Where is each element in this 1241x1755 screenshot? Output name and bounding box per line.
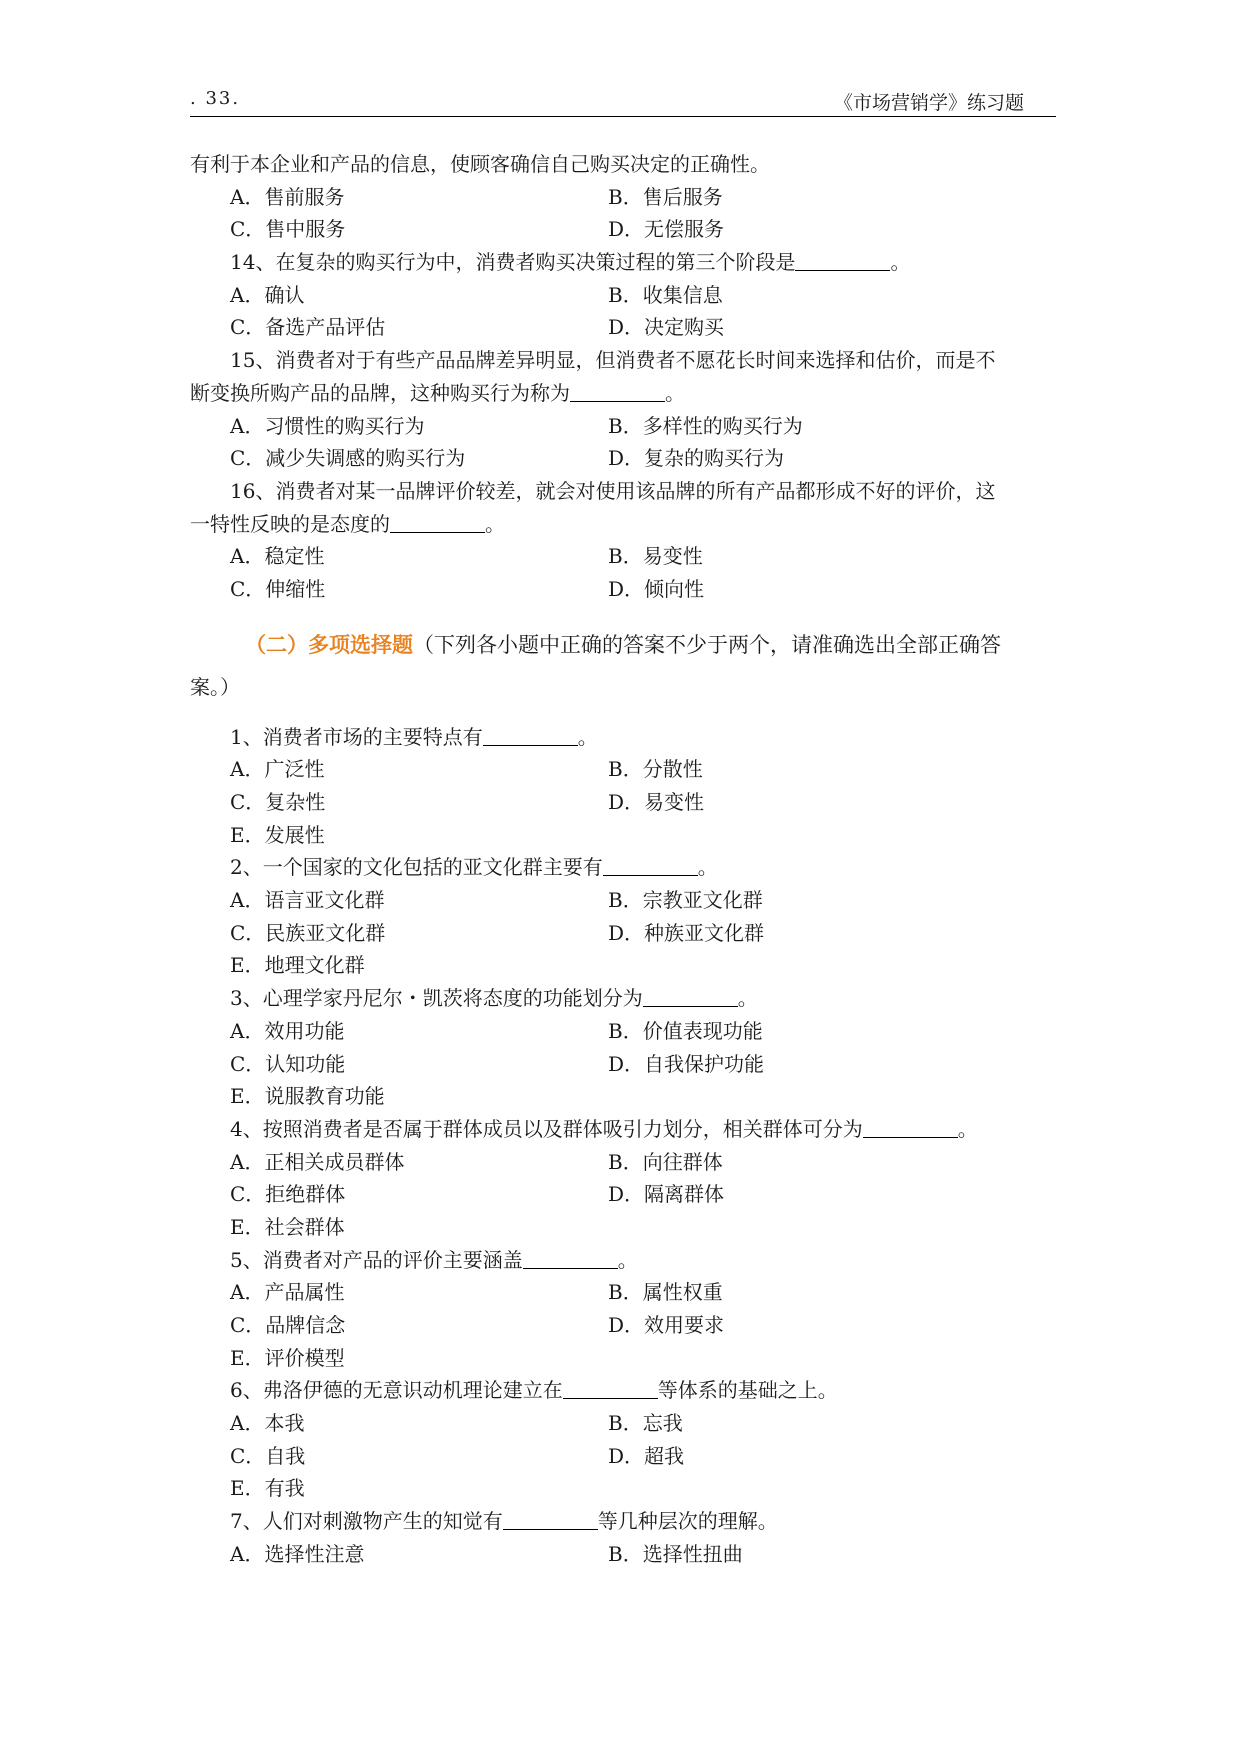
page-content: [190, 148, 1056, 1571]
question-m4-stem: 4、按照消费者是否属于群体成员以及群体吸引力划分，相关群体可分为 。: [230, 1116, 978, 1141]
option-row: [190, 573, 1056, 606]
question-m6-stem: 6、弗洛伊德的无意识动机理论建立在 等体系的基础之上。: [230, 1378, 838, 1403]
option-d: D．易变性: [608, 790, 705, 814]
option-c: C．民族亚文化群: [230, 920, 386, 945]
option-d: D．决定购买: [608, 315, 725, 340]
question-16-stem: 16、消费者对某一品牌评价较差，就会对使用该品牌的所有产品都形成不好的评价，这: [230, 478, 996, 503]
option-b: B．多样性的购买行为: [608, 413, 803, 438]
option-c: C．自我: [230, 1443, 306, 1468]
option-row: [190, 753, 1056, 786]
continuation-line: 有利于本企业和产品的信息，使顾客确信自己购买决定的正确性。: [190, 152, 770, 176]
question-m3-stem: 3、心理学家丹尼尔・凯茨将态度的功能划分为 。: [230, 986, 758, 1011]
option-b: B．易变性: [608, 544, 703, 569]
option-c: C．认知功能: [230, 1051, 346, 1076]
option-c: C．售中服务: [230, 217, 346, 242]
option-a: A．确认: [230, 282, 305, 307]
answer-blank: [863, 1115, 958, 1138]
option-c: C．拒绝群体: [230, 1182, 346, 1207]
option-row: [190, 410, 1056, 443]
option-row: [190, 1440, 1056, 1473]
question-16-stem-cont: 一特性反映的是态度的 。: [190, 511, 505, 536]
option-row: [190, 540, 1056, 573]
option-d: D．隔离群体: [608, 1182, 725, 1207]
answer-blank: [523, 1246, 618, 1269]
option-a: A．稳定性: [230, 544, 325, 569]
option-a: A．语言亚文化群: [230, 888, 385, 913]
question-m2-stem: 2、一个国家的文化包括的亚文化群主要有 。: [230, 855, 718, 880]
option-b: B．属性权重: [608, 1280, 723, 1305]
option-row: [190, 213, 1056, 246]
option-b: B．选择性扭曲: [608, 1541, 743, 1566]
section-heading: [190, 624, 1056, 666]
option-d: D．种族亚文化群: [608, 920, 765, 945]
option-d: D．效用要求: [608, 1313, 725, 1337]
question-14-stem: 14、在复杂的购买行为中，消费者购买决策过程的第三个阶段是 。: [230, 250, 911, 275]
option-c: C．复杂性: [230, 790, 326, 814]
option-e: E．有我: [230, 1476, 305, 1501]
option-b: B．价值表现功能: [608, 1018, 763, 1043]
page-header: [190, 88, 1056, 117]
option-row: [190, 1538, 1056, 1571]
option-row: [190, 1407, 1056, 1440]
option-b: B．售后服务: [608, 184, 723, 209]
option-e: E．发展性: [230, 822, 325, 847]
option-b: B．收集信息: [608, 282, 723, 307]
option-d: D．复杂的购买行为: [608, 446, 785, 471]
question-15-stem-cont: 断变换所购产品的品牌，这种购买行为称为 。: [190, 380, 685, 405]
option-a: A．正相关成员群体: [230, 1149, 405, 1174]
option-b: B．宗教亚文化群: [608, 888, 763, 913]
option-d: D．倾向性: [608, 576, 705, 601]
answer-blank: [643, 984, 738, 1007]
option-c: C．备选产品评估: [230, 315, 386, 340]
option-b: B．分散性: [608, 757, 703, 782]
option-a: A．效用功能: [230, 1018, 345, 1043]
option-row: [190, 1178, 1056, 1211]
answer-blank: [795, 248, 890, 271]
option-b: B．向往群体: [608, 1149, 723, 1174]
option-row: [190, 884, 1056, 917]
option-a: A．选择性注意: [230, 1541, 365, 1566]
option-e: E．评价模型: [230, 1345, 345, 1370]
option-d: D．超我: [608, 1443, 685, 1468]
option-e: E．说服教育功能: [230, 1084, 385, 1109]
option-row: [190, 1276, 1056, 1309]
option-row: [190, 917, 1056, 950]
option-row: [190, 786, 1056, 819]
option-row: [190, 1146, 1056, 1179]
page-number: . 33.: [190, 88, 241, 109]
option-row: [190, 181, 1056, 214]
option-a: A．售前服务: [230, 184, 345, 209]
option-row: [190, 279, 1056, 312]
option-a: A．广泛性: [230, 757, 325, 782]
book-title: 《市场营销学》练习题: [833, 92, 1024, 114]
option-a: A．产品属性: [230, 1280, 345, 1305]
option-row: [190, 1015, 1056, 1048]
answer-blank: [483, 723, 578, 746]
option-row: [190, 1048, 1056, 1081]
answer-blank: [503, 1507, 598, 1530]
option-a: A．本我: [230, 1411, 305, 1436]
answer-blank: [603, 853, 698, 876]
option-c: C．伸缩性: [230, 576, 326, 601]
question-m1-stem: 1、消费者市场的主要特点有 。: [230, 724, 598, 749]
option-row: [190, 1309, 1056, 1342]
section-note: （下列各小题中正确的答案不少于两个，请准确选出全部正确答: [413, 632, 1001, 657]
option-d: D．自我保护功能: [608, 1051, 765, 1076]
option-row: [190, 442, 1056, 475]
option-d: D．无偿服务: [608, 217, 725, 242]
question-m7-stem: 7、人们对刺激物产生的知觉有 等几种层次的理解。: [230, 1509, 778, 1534]
answer-blank: [570, 379, 665, 402]
answer-blank: [390, 510, 485, 533]
option-row: [190, 311, 1056, 344]
question-15-stem: 15、消费者对于有些产品品牌差异明显，但消费者不愿花长时间来选择和估价，而是不: [230, 348, 996, 373]
option-e: E．社会群体: [230, 1214, 345, 1239]
option-e: E．地理文化群: [230, 953, 365, 978]
answer-blank: [563, 1376, 658, 1399]
question-m5-stem: 5、消费者对产品的评价主要涵盖 。: [230, 1247, 638, 1272]
option-b: B．忘我: [608, 1411, 683, 1436]
option-c: C．减少失调感的购买行为: [230, 446, 466, 471]
section-title: （二）多项选择题: [245, 632, 413, 657]
option-c: C．品牌信念: [230, 1313, 346, 1337]
option-a: A．习惯性的购买行为: [230, 413, 425, 438]
section-note-cont: 案。）: [190, 674, 240, 699]
